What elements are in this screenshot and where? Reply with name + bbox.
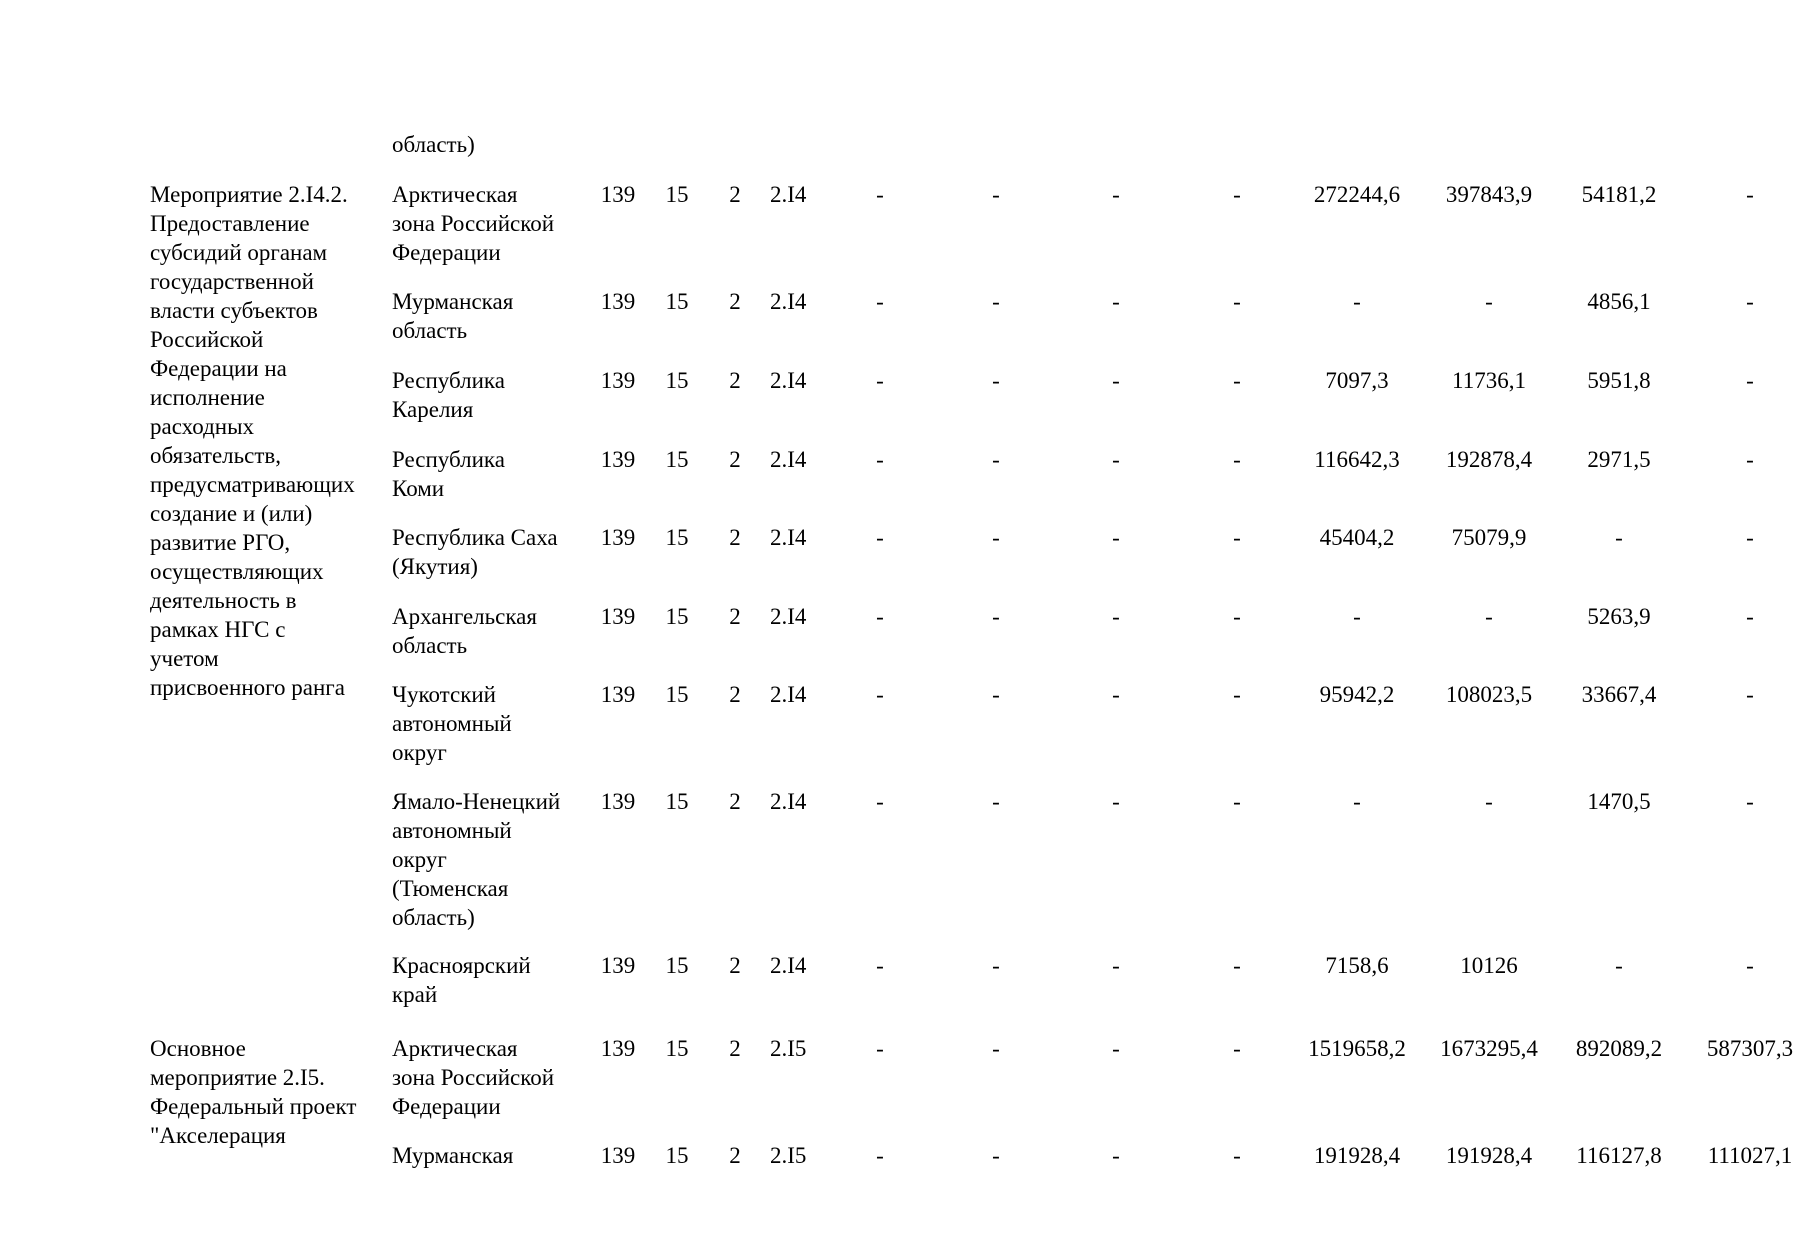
region-name: Республика Карелия (392, 368, 505, 422)
region-name: Красноярский край (392, 953, 531, 1007)
value-cell: 95942,2 (1319, 682, 1395, 707)
code-activity: 2.I5 (770, 1143, 807, 1168)
value-cell: 5263,9 (1587, 604, 1651, 629)
code-main-admin: 139 (600, 604, 636, 629)
code-state-program: 15 (665, 368, 689, 393)
code-subprogram: 2 (729, 368, 741, 393)
region-name: Чукотский автономный округ (392, 682, 512, 765)
code-state-program: 15 (665, 289, 689, 314)
value-cell: - (876, 447, 884, 472)
value-cell: - (1233, 1143, 1241, 1168)
activity-description: Основное мероприятие 2.I5. Федеральный проект "Акселерация (150, 1036, 357, 1148)
value-cell: - (876, 953, 884, 978)
value-cell: - (1746, 182, 1754, 207)
value-cell: 11736,1 (1452, 368, 1526, 393)
value-cell: - (1746, 953, 1754, 978)
value-cell: - (1353, 604, 1361, 629)
region-name: Архангельская область (392, 604, 537, 658)
value-cell: - (876, 182, 884, 207)
code-state-program: 15 (665, 1036, 689, 1061)
value-cell: - (1233, 525, 1241, 550)
code-main-admin: 139 (600, 368, 636, 393)
value-cell: 2971,5 (1587, 447, 1651, 472)
value-cell: 1519658,2 (1308, 1036, 1406, 1061)
value-cell: - (1112, 447, 1120, 472)
value-cell: - (1112, 1036, 1120, 1061)
value-cell: 33667,4 (1581, 682, 1657, 707)
value-cell: - (1233, 368, 1241, 393)
value-cell: - (1112, 289, 1120, 314)
value-cell: 116642,3 (1314, 447, 1400, 472)
code-subprogram: 2 (729, 447, 741, 472)
value-cell: 7097,3 (1325, 368, 1389, 393)
value-cell: 191928,4 (1445, 1143, 1533, 1168)
region-name: Арктическая зона Российской Федерации (392, 1036, 555, 1119)
value-cell: - (1233, 604, 1241, 629)
value-cell: - (1112, 368, 1120, 393)
value-cell: - (1353, 789, 1361, 814)
value-cell: - (1233, 447, 1241, 472)
value-cell: 397843,9 (1445, 182, 1533, 207)
code-state-program: 15 (665, 789, 689, 814)
code-main-admin: 139 (600, 447, 636, 472)
code-main-admin: 139 (600, 953, 636, 978)
value-cell: - (1233, 182, 1241, 207)
value-cell: - (876, 604, 884, 629)
code-main-admin: 139 (600, 789, 636, 814)
code-state-program: 15 (665, 953, 689, 978)
value-cell: - (1233, 682, 1241, 707)
value-cell: - (1112, 525, 1120, 550)
code-main-admin: 139 (600, 1036, 636, 1061)
code-main-admin: 139 (600, 182, 636, 207)
value-cell: - (992, 604, 1000, 629)
value-cell: 108023,5 (1445, 682, 1533, 707)
value-cell: - (1233, 789, 1241, 814)
code-state-program: 15 (665, 1143, 689, 1168)
value-cell: - (1746, 447, 1754, 472)
value-cell: - (1112, 953, 1120, 978)
value-cell: 45404,2 (1319, 525, 1395, 550)
code-activity: 2.I4 (770, 525, 807, 550)
value-cell: - (1233, 1036, 1241, 1061)
value-cell: - (1746, 289, 1754, 314)
code-subprogram: 2 (729, 789, 741, 814)
value-cell: - (1615, 953, 1623, 978)
value-cell: - (1746, 682, 1754, 707)
value-cell: - (1233, 953, 1241, 978)
value-cell: - (876, 682, 884, 707)
code-main-admin: 139 (600, 289, 636, 314)
value-cell: 54181,2 (1581, 182, 1657, 207)
code-subprogram: 2 (729, 182, 741, 207)
region-name: Республика Коми (392, 447, 505, 501)
code-main-admin: 139 (600, 1143, 636, 1168)
code-activity: 2.I4 (770, 368, 807, 393)
value-cell: - (992, 1036, 1000, 1061)
value-cell: - (1746, 789, 1754, 814)
code-state-program: 15 (665, 525, 689, 550)
value-cell: - (992, 525, 1000, 550)
code-subprogram: 2 (729, 604, 741, 629)
code-activity: 2.I4 (770, 953, 807, 978)
value-cell: 1673295,4 (1440, 1036, 1538, 1061)
region-name: Мурманская область (392, 289, 514, 343)
code-state-program: 15 (665, 604, 689, 629)
value-cell: - (876, 289, 884, 314)
value-cell: - (992, 447, 1000, 472)
value-cell: - (876, 1036, 884, 1061)
value-cell: - (876, 789, 884, 814)
value-cell: - (1112, 789, 1120, 814)
value-cell: - (1112, 1143, 1120, 1168)
value-cell: 111027,1 (1707, 1143, 1793, 1168)
value-cell: 1470,5 (1587, 789, 1651, 814)
code-activity: 2.I4 (770, 289, 807, 314)
value-cell: 191928,4 (1313, 1143, 1401, 1168)
value-cell: - (1746, 368, 1754, 393)
value-cell: 587307,3 (1706, 1036, 1794, 1061)
value-cell: 192878,4 (1445, 447, 1533, 472)
region-continuation: область) (392, 132, 475, 157)
code-main-admin: 139 (600, 682, 636, 707)
value-cell: - (1615, 525, 1623, 550)
code-activity: 2.I5 (770, 1036, 807, 1061)
value-cell: - (1353, 289, 1361, 314)
value-cell: - (992, 368, 1000, 393)
value-cell: - (1746, 525, 1754, 550)
code-state-program: 15 (665, 682, 689, 707)
code-main-admin: 139 (600, 525, 636, 550)
activity-description: Мероприятие 2.I4.2. Предоставление субсидий органам государственной власти субъектов Российской Федерации на исполнение расходных обязательств, предусматривающих создание и (или) развитие РГО, осуществляющих деятельность в рамках НГС с учетом присвоенного ранга (150, 182, 355, 700)
value-cell: 7158,6 (1325, 953, 1389, 978)
code-state-program: 15 (665, 182, 689, 207)
value-cell: - (1485, 289, 1493, 314)
code-activity: 2.I4 (770, 604, 807, 629)
value-cell: - (992, 682, 1000, 707)
code-activity: 2.I4 (770, 182, 807, 207)
region-name: Ямало-Ненецкий автономный округ (Тюменская область) (392, 789, 561, 930)
value-cell: - (992, 1143, 1000, 1168)
value-cell: 272244,6 (1313, 182, 1401, 207)
value-cell: 892089,2 (1575, 1036, 1663, 1061)
code-subprogram: 2 (729, 525, 741, 550)
value-cell: 10126 (1460, 953, 1518, 978)
value-cell: 4856,1 (1587, 289, 1651, 314)
value-cell: 116127,8 (1576, 1143, 1662, 1168)
code-subprogram: 2 (729, 1143, 741, 1168)
value-cell: - (1746, 604, 1754, 629)
value-cell: - (876, 368, 884, 393)
code-activity: 2.I4 (770, 682, 807, 707)
region-name: Республика Саха (Якутия) (392, 525, 558, 579)
code-state-program: 15 (665, 447, 689, 472)
value-cell: - (992, 289, 1000, 314)
code-subprogram: 2 (729, 953, 741, 978)
code-subprogram: 2 (729, 289, 741, 314)
value-cell: - (1485, 604, 1493, 629)
value-cell: 75079,9 (1451, 525, 1527, 550)
value-cell: - (1485, 789, 1493, 814)
code-subprogram: 2 (729, 682, 741, 707)
value-cell: - (1112, 604, 1120, 629)
code-subprogram: 2 (729, 1036, 741, 1061)
value-cell: - (992, 182, 1000, 207)
value-cell: - (992, 789, 1000, 814)
region-name: Арктическая зона Российской Федерации (392, 182, 555, 265)
region-name: Мурманская (392, 1143, 514, 1168)
value-cell: - (992, 953, 1000, 978)
value-cell: - (1233, 289, 1241, 314)
value-cell: - (876, 1143, 884, 1168)
value-cell: - (1112, 182, 1120, 207)
code-activity: 2.I4 (770, 789, 807, 814)
value-cell: 5951,8 (1587, 368, 1651, 393)
value-cell: - (876, 525, 884, 550)
code-activity: 2.I4 (770, 447, 807, 472)
value-cell: - (1112, 682, 1120, 707)
